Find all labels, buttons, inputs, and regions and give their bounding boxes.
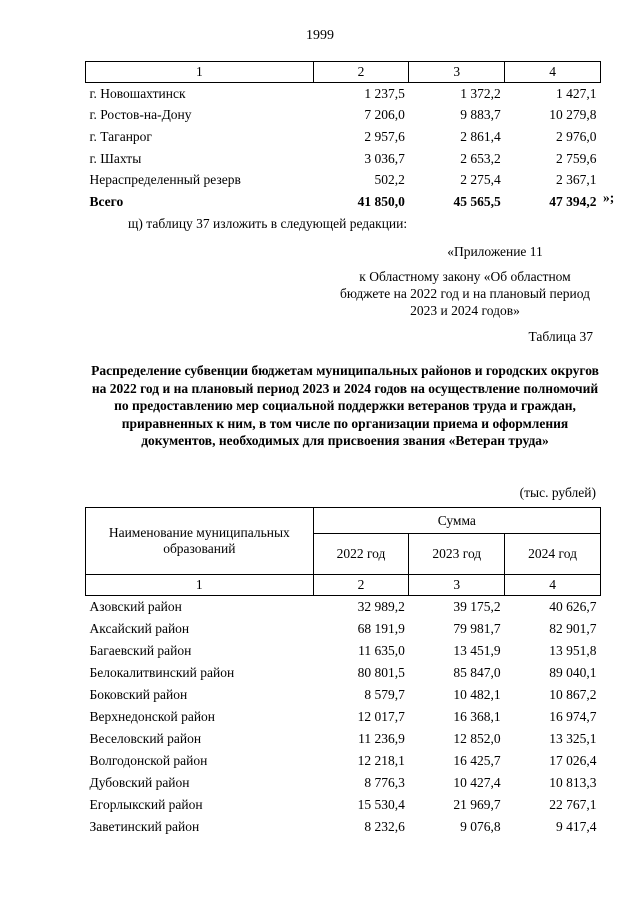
value-cell: 12 017,7 bbox=[357, 709, 405, 724]
total-value: 41 850,0 bbox=[357, 193, 405, 209]
value-cell: 16 368,1 bbox=[453, 709, 501, 724]
value-cell: 2 759,6 bbox=[556, 150, 597, 166]
municipality-name: Веселовский район bbox=[89, 731, 202, 746]
table-row bbox=[86, 662, 601, 684]
column-header-municipality: Наименование муниципальных образований bbox=[86, 508, 314, 575]
municipality-name: Нераспределенный резерв bbox=[89, 172, 241, 188]
table-row bbox=[86, 684, 601, 706]
table-label: Таблица 37 bbox=[528, 329, 593, 344]
table-row bbox=[86, 794, 601, 816]
value-cell: 17 026,4 bbox=[549, 753, 597, 768]
value-cell: 79 981,7 bbox=[453, 621, 501, 636]
table1-index-cell: 3 bbox=[409, 62, 505, 83]
value-cell: 10 813,3 bbox=[549, 775, 597, 790]
municipality-name: Боковский район bbox=[89, 687, 188, 702]
value-cell: 8 579,7 bbox=[364, 687, 405, 702]
value-cell: 15 530,4 bbox=[357, 797, 405, 812]
amendment-instruction: щ) таблицу 37 изложить в следующей редакции: bbox=[128, 216, 408, 231]
total-value: 45 565,5 bbox=[453, 193, 501, 209]
table-title: Распределение субвенции бюджетам муниципальных районов и городских округов на 2022 год и на плановый период 2023 и 2024 годов на осуществление полномочий по предоставлению мер социальной поддержки ветеранов труда и граждан, приравненных к ним, в том числе по организации приема и оформления документов, необходимых для присвоения звания «Ветеран труда» bbox=[91, 363, 599, 449]
value-cell: 32 989,2 bbox=[357, 599, 405, 614]
column-header-year: 2024 год bbox=[505, 534, 601, 575]
page-number: 1999 bbox=[306, 28, 334, 43]
value-cell: 2 957,6 bbox=[364, 128, 405, 144]
value-cell: 2 653,2 bbox=[460, 150, 501, 166]
total-row bbox=[86, 191, 601, 213]
table-row bbox=[86, 816, 601, 838]
value-cell: 10 482,1 bbox=[453, 687, 501, 702]
value-cell: 13 325,1 bbox=[549, 731, 597, 746]
table-row bbox=[86, 728, 601, 750]
subvention-distribution-table bbox=[85, 507, 601, 838]
value-cell: 12 852,0 bbox=[453, 731, 501, 746]
value-cell: 8 232,6 bbox=[364, 819, 405, 834]
total-label: Всего bbox=[89, 193, 124, 209]
table-row bbox=[86, 750, 601, 772]
value-cell: 89 040,1 bbox=[549, 665, 597, 680]
municipality-name: г. Новошахтинск bbox=[89, 85, 186, 101]
subvention-table-continuation bbox=[85, 61, 601, 213]
table2-index-cell: 4 bbox=[505, 575, 601, 596]
value-cell: 40 626,7 bbox=[549, 599, 597, 614]
municipality-name: Аксайский район bbox=[89, 621, 190, 636]
municipality-name: Дубовский район bbox=[89, 775, 190, 790]
value-cell: 22 767,1 bbox=[549, 797, 597, 812]
table1-index-cell: 4 bbox=[505, 62, 601, 83]
value-cell: 10 867,2 bbox=[549, 687, 597, 702]
value-cell: 2 976,0 bbox=[556, 128, 597, 144]
value-cell: 68 191,9 bbox=[357, 621, 405, 636]
units-note: (тыс. рублей) bbox=[519, 485, 596, 500]
table-row bbox=[86, 596, 601, 619]
table-row bbox=[86, 618, 601, 640]
value-cell: 2 861,4 bbox=[460, 128, 501, 144]
value-cell: 10 427,4 bbox=[453, 775, 501, 790]
value-cell: 13 451,9 bbox=[453, 643, 501, 658]
municipality-name: Заветинский район bbox=[89, 819, 200, 834]
value-cell: 13 951,8 bbox=[549, 643, 597, 658]
table2-index-cell: 2 bbox=[313, 575, 409, 596]
table-row bbox=[86, 169, 601, 191]
value-cell: 16 974,7 bbox=[549, 709, 597, 724]
municipality-name: Егорлыкский район bbox=[89, 797, 203, 812]
table2-index-cell: 3 bbox=[409, 575, 505, 596]
value-cell: 7 206,0 bbox=[364, 107, 405, 123]
value-cell: 502,2 bbox=[374, 172, 405, 188]
municipality-name: г. Шахты bbox=[89, 150, 142, 166]
table1-index-row bbox=[86, 62, 601, 83]
value-cell: 2 275,4 bbox=[460, 172, 501, 188]
municipality-name: Волгодонской район bbox=[89, 753, 208, 768]
municipality-name: Азовский район bbox=[89, 599, 182, 614]
table2-index-cell: 1 bbox=[86, 575, 314, 596]
value-cell: 1 372,2 bbox=[460, 85, 501, 101]
municipality-name: Багаевский район bbox=[89, 643, 192, 658]
total-value: 47 394,2 bbox=[549, 193, 597, 209]
value-cell: 85 847,0 bbox=[453, 665, 501, 680]
table1-index-cell: 1 bbox=[86, 62, 314, 83]
value-cell: 2 367,1 bbox=[556, 172, 597, 188]
value-cell: 11 635,0 bbox=[358, 643, 405, 658]
table1-index-cell: 2 bbox=[313, 62, 409, 83]
value-cell: 80 801,5 bbox=[357, 665, 405, 680]
table-row bbox=[86, 83, 601, 105]
value-cell: 1 427,1 bbox=[556, 85, 597, 101]
column-header-year: 2023 год bbox=[409, 534, 505, 575]
municipality-name: г. Ростов-на-Дону bbox=[89, 107, 192, 123]
table-row bbox=[86, 640, 601, 662]
municipality-name: Белокалитвинский район bbox=[89, 665, 235, 680]
column-header-year: 2022 год bbox=[313, 534, 409, 575]
municipality-name: г. Таганрог bbox=[89, 128, 152, 144]
value-cell: 9 883,7 bbox=[460, 107, 501, 123]
table-row bbox=[86, 148, 601, 170]
column-header-sum: Сумма bbox=[313, 508, 600, 534]
annex-title: «Приложение 11 bbox=[447, 244, 543, 259]
value-cell: 39 175,2 bbox=[453, 599, 501, 614]
value-cell: 9 076,8 bbox=[460, 819, 501, 834]
value-cell: 8 776,3 bbox=[364, 775, 405, 790]
value-cell: 1 237,5 bbox=[364, 85, 405, 101]
value-cell: 21 969,7 bbox=[453, 797, 501, 812]
value-cell: 10 279,8 bbox=[549, 107, 597, 123]
table-row bbox=[86, 126, 601, 148]
value-cell: 9 417,4 bbox=[556, 819, 597, 834]
table-row bbox=[86, 772, 601, 794]
table-row bbox=[86, 706, 601, 728]
table-row bbox=[86, 105, 601, 127]
table2-index-row bbox=[86, 575, 601, 596]
municipality-name: Верхнедонской район bbox=[89, 709, 216, 724]
value-cell: 82 901,7 bbox=[549, 621, 597, 636]
value-cell: 12 218,1 bbox=[357, 753, 405, 768]
closing-quote: »; bbox=[603, 190, 615, 205]
table2-header-row bbox=[86, 508, 601, 534]
annex-reference: к Областному закону «Об областном бюджете на 2022 год и на плановый период 2023 и 2024 годов» bbox=[340, 269, 590, 318]
value-cell: 3 036,7 bbox=[364, 150, 405, 166]
value-cell: 16 425,7 bbox=[453, 753, 501, 768]
value-cell: 11 236,9 bbox=[358, 731, 405, 746]
